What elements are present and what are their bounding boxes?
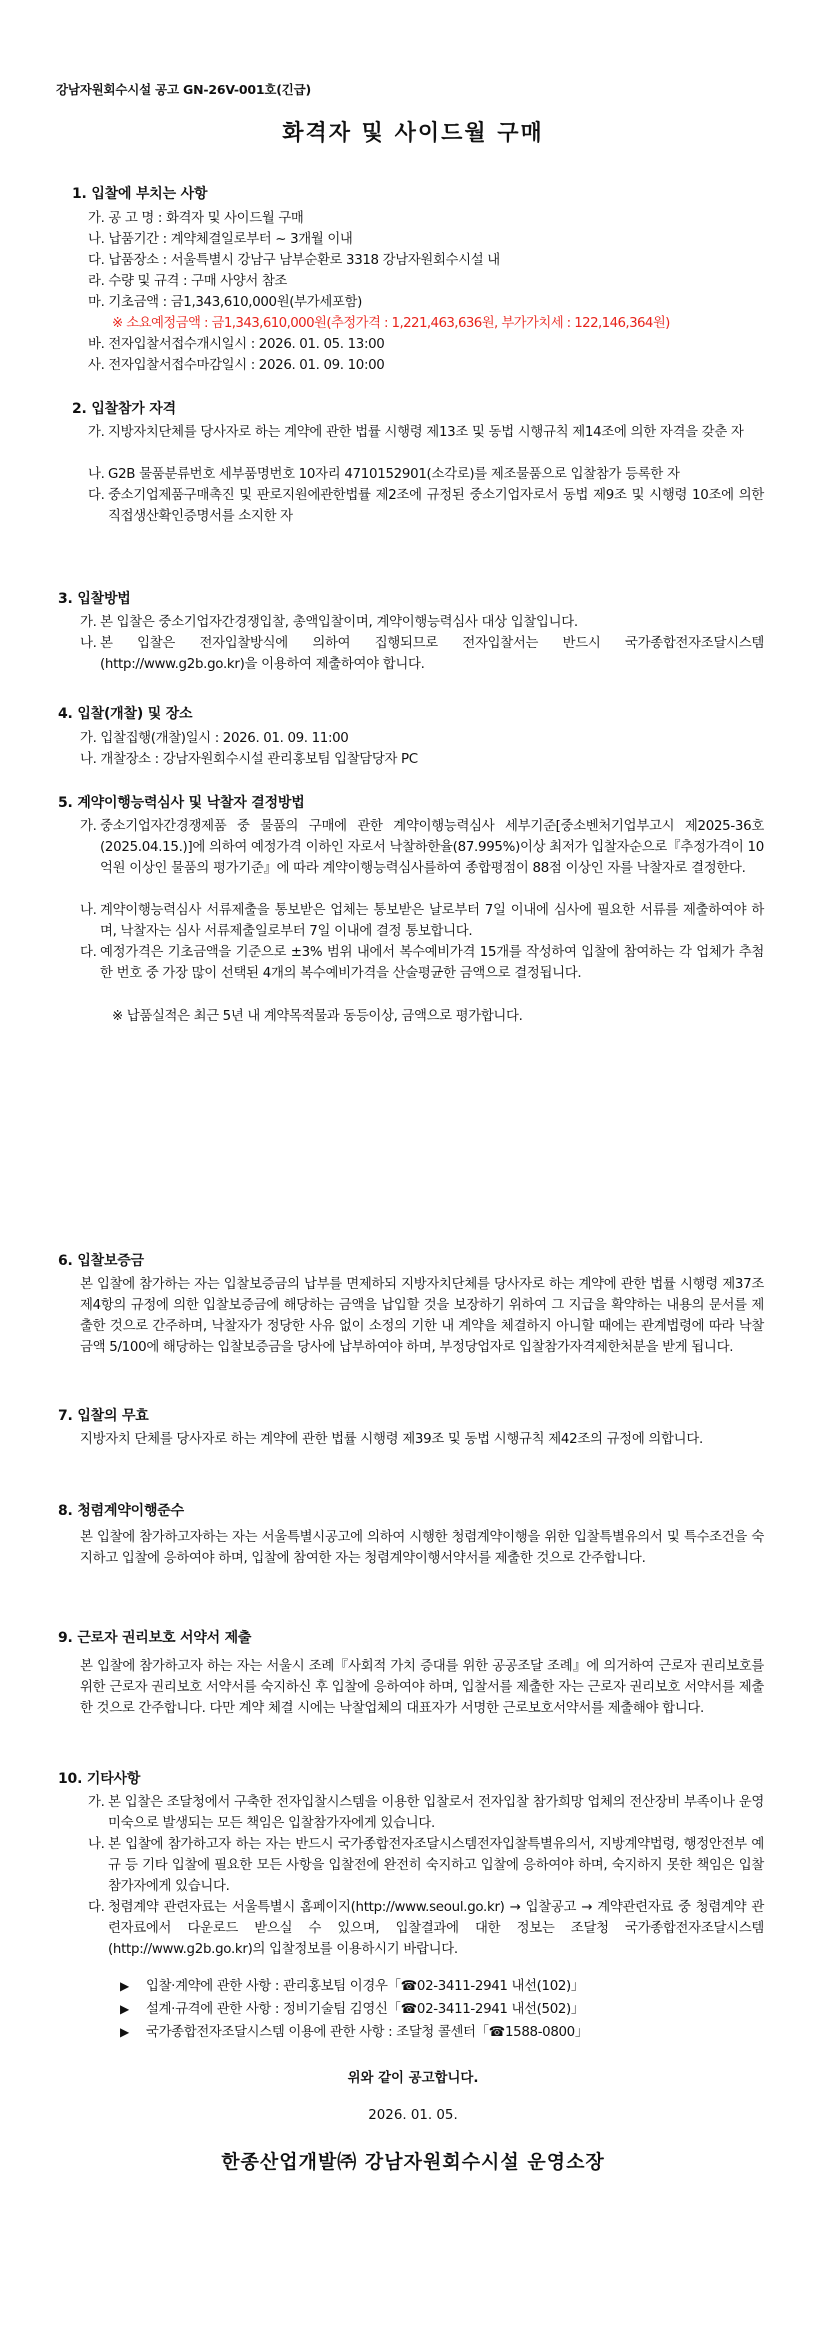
- s1-budget-note: ※ 소요예정금액 : 금1,343,610,000원(추정가격 : 1,221,463,636원, 부가가치세 : 122,146,364원): [112, 316, 670, 331]
- s5-da-text: 예정가격은 기초금액을 기준으로 ±3% 범위 내에서 복수예비가격 15개를 작성하여 입찰에 참여하는 각 업체가 추첨한 번호 중 가장 많이 선택된 4개의 복수예비가격을 산술평균한 금액으로 결정됩니다.: [100, 945, 764, 981]
- section-5-heading: 5. 계약이행능력심사 및 낙찰자 결정방법: [58, 795, 305, 811]
- s1-item-ra: 라. 수량 및 규격 : 구매 사양서 참조: [88, 274, 288, 289]
- section-9-heading: 9. 근로자 권리보호 서약서 제출: [58, 1630, 252, 1646]
- s3-item-ga: [80, 612, 764, 633]
- s1-item-ma: 마. 기초금액 : 금1,343,610,000원(부가세포함): [88, 295, 362, 310]
- arrow-right-icon: ▶: [120, 2025, 129, 2039]
- s5-na-text: 계약이행능력심사 서류제출을 통보받은 업체는 통보받은 날로부터 7일 이내에 심사에 필요한 서류를 제출하여야 하며, 낙찰자는 심사 서류제출일로부터 7일 이내에 결정 통보합니다.: [100, 903, 764, 939]
- arrow-right-icon: ▶: [120, 1979, 129, 1993]
- s2-na-text: G2B 물품분류번호 세부품명번호 10자리 4710152901(소각로)를 제조물품으로 입찰참가 등록한 자: [108, 467, 680, 482]
- s2-item-da: [88, 485, 764, 527]
- s1-item-ba: 바. 전자입찰서접수개시일시 : 2026. 01. 05. 13:00: [88, 337, 385, 352]
- section-1-heading: 1. 입찰에 부치는 사항: [72, 186, 208, 202]
- section-10-heading: 10. 기타사항: [58, 1771, 141, 1787]
- s10-na-text: 본 입찰에 참가하고자 하는 자는 반드시 국가종합전자조달시스템전자입찰특별유의서, 지방계약법령, 행정안전부 예규 등 기타 입찰에 필요한 모든 사항을 입찰전에 완전히 숙지하고 입찰에 응하여야 하며, 숙지하지 못한 책임은 입찰참가자에게 있습니다.: [108, 1837, 764, 1894]
- contact-g2b-system: [120, 2021, 588, 2040]
- s4-item-na: 나. 개찰장소 : 강남자원회수시설 관리홍보팀 입찰담당자 PC: [80, 752, 418, 767]
- contact-bid-contract-text: 입찰·계약에 관한 사항 : 관리홍보팀 이경우「☎02-3411-2941 내선(102)」: [146, 1979, 584, 1994]
- s3-item-na: [80, 633, 764, 675]
- document-title: 화격자 및 사이드월 구매: [282, 121, 544, 146]
- s5-item-ga: [80, 816, 764, 879]
- s10-item-da: [88, 1897, 764, 1960]
- s10-da-text: 청렴계약 관련자료는 서울특별시 홈페이지(http://www.seoul.go.kr) → 입찰공고 → 계약관련자료 중 청렴계약 관련자료에서 다운로드 받으실 수 있으며, 입찰결과에 대한 정보는 조달청 국가종합전자조달시스템(http://www.g2b.go.kr)의 입찰정보를 이용하시기 바랍니다.: [108, 1900, 764, 1957]
- section-3-heading: 3. 입찰방법: [58, 591, 131, 607]
- s1-item-ga: 가. 공 고 명 : 화격자 및 사이드월 구매: [88, 211, 304, 226]
- s2-da-marker: 다.: [88, 488, 105, 503]
- closing-statement: 위와 같이 공고합니다.: [347, 2071, 479, 2086]
- s10-da-marker: 다.: [88, 1900, 105, 1915]
- s1-item-na: 나. 납품기간 : 계약체결일로부터 ~ 3개월 이내: [88, 232, 353, 247]
- section-8-heading: 8. 청렴계약이행준수: [58, 1503, 184, 1519]
- s2-item-na: [88, 464, 764, 485]
- s8-body: 본 입찰에 참가하고자하는 자는 서울특별시공고에 의하여 시행한 청렴계약이행을 위한 입찰특별유의서 및 특수조건을 숙지하고 입찰에 응하여야 하며, 입찰에 참여한 자는 청렴계약이행서약서를 제출한 것으로 간주합니다.: [80, 1530, 764, 1566]
- s3-na-marker: 나.: [80, 636, 97, 651]
- s5-da-marker: 다.: [80, 945, 97, 960]
- s10-item-na: [88, 1834, 764, 1897]
- section-2-heading: 2. 입찰참가 자격: [72, 401, 176, 417]
- contact-design-spec-text: 설계·규격에 관한 사항 : 정비기술팀 김영신「☎02-3411-2941 내선(502)」: [146, 2002, 584, 2017]
- section-7-heading: 7. 입찰의 무효: [58, 1408, 149, 1424]
- s5-na-marker: 나.: [80, 903, 97, 918]
- issuer-name: 한종산업개발㈜ 강남자원회수시설 운영소장: [221, 2151, 605, 2173]
- s5-item-da: [80, 942, 764, 984]
- s2-item-ga: [88, 422, 764, 443]
- section-6-heading: 6. 입찰보증금: [58, 1253, 144, 1269]
- contact-g2b-system-text: 국가종합전자조달시스템 이용에 관한 사항 : 조달청 콜센터「☎1588-0800」: [146, 2025, 588, 2040]
- notice-number: 강남자원회수시설 공고 GN-26V-001호(긴급): [56, 82, 312, 97]
- contact-bid-contract: [120, 1975, 584, 1994]
- s2-na-marker: 나.: [88, 467, 105, 482]
- s3-na-text: 본 입찰은 전자입찰방식에 의하여 집행되므로 전자입찰서는 반드시 국가종합전자조달시스템(http://www.g2b.go.kr)을 이용하여 제출하여야 합니다.: [100, 636, 764, 672]
- s3-ga-marker: 가.: [80, 615, 97, 630]
- s4-item-ga: 가. 입찰집행(개찰)일시 : 2026. 01. 09. 11:00: [80, 731, 349, 746]
- s10-ga-text: 본 입찰은 조달청에서 구축한 전자입찰시스템을 이용한 입찰로서 전자입찰 참가희망 업체의 전산장비 부족이나 운영미숙으로 발생되는 모든 책임은 입찰참가자에게 있습니다.: [108, 1795, 764, 1831]
- s5-ga-text: 중소기업자간경쟁제품 중 물품의 구매에 관한 계약이행능력심사 세부기준[중소벤처기업부고시 제2025-36호(2025.04.15.)]에 의하여 예정가격 이하인 자로서 낙찰하한율(87.995%)이상 최저가 입찰자순으로『추정가격이 10억원 이상인 물품의 평가기준』에 따라 계약이행능력심사를하여 종합평점이 88점 이상인 자를 낙찰자로 결정한다.: [100, 819, 764, 876]
- s10-item-ga: [88, 1792, 764, 1834]
- s5-performance-note: ※ 납품실적은 최근 5년 내 계약목적물과 동등이상, 금액으로 평가합니다.: [112, 1009, 523, 1024]
- s2-da-text: 중소기업제품구매촉진 및 판로지원에관한법률 제2조에 규정된 중소기업자로서 동법 제9조 및 시행령 10조에 의한 직접생산확인증명서를 소지한 자: [108, 488, 764, 524]
- s1-item-sa: 사. 전자입찰서접수마감일시 : 2026. 01. 09. 10:00: [88, 358, 385, 373]
- contact-design-spec: [120, 1998, 584, 2017]
- section-4-heading: 4. 입찰(개찰) 및 장소: [58, 706, 193, 722]
- s10-na-marker: 나.: [88, 1837, 105, 1852]
- s2-ga-text: 지방자치단체를 당사자로 하는 계약에 관한 법률 시행령 제13조 및 동법 시행규칙 제14조에 의한 자격을 갖춘 자: [108, 425, 744, 440]
- s9-body: 본 입찰에 참가하고자 하는 자는 서울시 조례『사회적 가치 증대를 위한 공공조달 조례』에 의거하여 근로자 권리보호를 위한 근로자 권리보호 서약서를 숙지하신 후 입찰에 응하여야 하며, 입찰서를 제출한 자는 근로자 권리보호 서약서를 제출한 것으로 간주합니다. 다만 계약 체결 시에는 낙찰업체의 대표자가 서명한 근로보호서약서를 제출해야 합니다.: [80, 1659, 764, 1716]
- s3-ga-text: 본 입찰은 중소기업자간경쟁입찰, 총액입찰이며, 계약이행능력심사 대상 입찰입니다.: [100, 615, 578, 630]
- s5-item-na: [80, 900, 764, 942]
- s10-ga-marker: 가.: [88, 1795, 105, 1810]
- s7-body: 지방자치 단체를 당사자로 하는 계약에 관한 법률 시행령 제39조 및 동법 시행규칙 제42조의 규정에 의합니다.: [80, 1432, 703, 1447]
- s1-item-da: 다. 납품장소 : 서울특별시 강남구 남부순환로 3318 강남자원회수시설 내: [88, 253, 500, 268]
- notice-date: 2026. 01. 05.: [368, 2108, 458, 2123]
- s6-body: 본 입찰에 참가하는 자는 입찰보증금의 납부를 면제하되 지방자치단체를 당사자로 하는 계약에 관한 법률 시행령 제37조 제4항의 규정에 의한 입찰보증금에 해당하는 금액을 납입할 것을 보장하기 위하여 그 지급을 확약하는 내용의 문서를 제출한 것으로 간주하며, 낙찰자가 정당한 사유 없이 소정의 기한 내 계약을 체결하지 아니할 때에는 관계법령에 따라 낙찰금액 5/100에 해당하는 입찰보증금을 당사에 납부하여야 하며, 부정당업자로 입찰참가자격제한처분을 받게 됩니다.: [80, 1277, 764, 1355]
- arrow-right-icon: ▶: [120, 2002, 129, 2016]
- s2-ga-marker: 가.: [88, 425, 105, 440]
- s5-ga-marker: 가.: [80, 819, 97, 834]
